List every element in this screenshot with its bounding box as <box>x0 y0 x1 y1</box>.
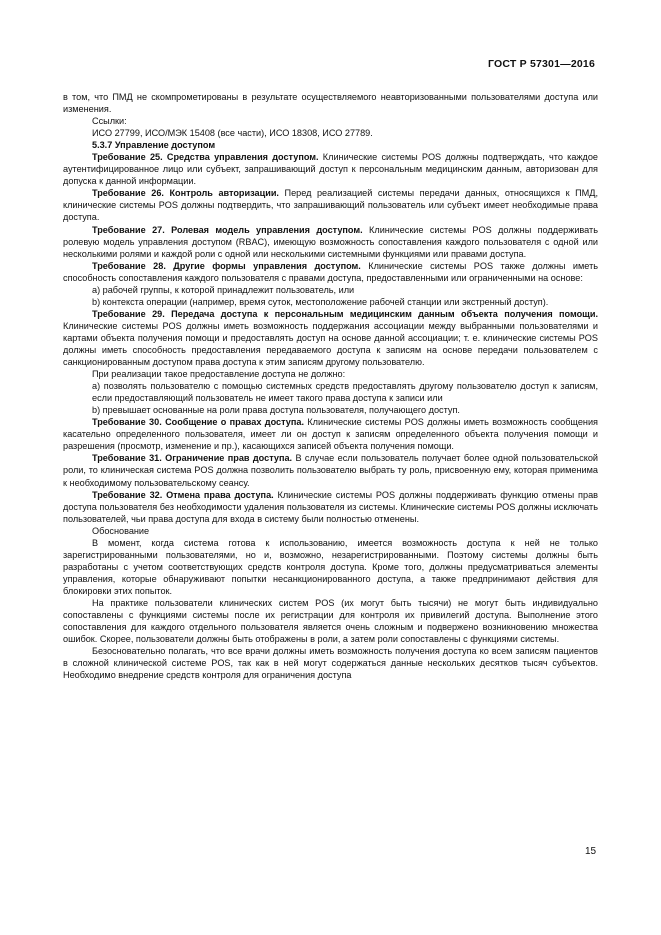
requirement-text: Клинические системы POS должны подтверждать, что каждое аутентифицированное лицо или субъект, запрашивающий доступ к персональным медицинским данным, авторизован для допуска к данной информации. <box>63 152 598 187</box>
requirement-title: Требование 30. Сообщение о правах доступа. <box>92 417 304 428</box>
body-paragraph: Ссылки: <box>92 116 127 127</box>
requirement-paragraph <box>63 416 598 452</box>
document-body <box>63 91 598 681</box>
list-item: b) превышает основанные на роли права доступа пользователя, получающего доступ. <box>92 405 460 416</box>
requirement-text: Клинические системы POS также должны иметь способность сопоставления каждого пользователя с правами доступа, предоставленными или ограниченными на основе: <box>63 260 598 283</box>
standard-header: ГОСТ Р 57301—2016 <box>487 58 595 70</box>
requirement-title: Требование 26. Контроль авторизации. <box>92 188 279 199</box>
list-item: a) рабочей группы, к которой принадлежит пользователь, или <box>92 284 355 295</box>
page-number: 15 <box>585 846 597 857</box>
requirement-title: Требование 32. Отмена права доступа. <box>92 489 274 500</box>
section-heading: 5.3.7 Управление доступом <box>92 140 216 151</box>
requirement-text: Клинические системы POS должны иметь возможность сообщения касательно определенного пользователя, имеет ли он доступ к записям определенного объекта получения помощи и разрешения (просмотр, изменение и пр.), касающихся записей объекта получения помощи. <box>63 417 598 452</box>
requirement-text: Клинические системы POS должны поддерживать ролевую модель управления доступом (RBAC), имеющую возможность сопоставления каждого пользователя с одной или несколькими ролями и каждой роли с одной или несколькими системными функциями или правами доступа. <box>63 224 598 259</box>
body-paragraph: Обоснование <box>92 525 150 536</box>
requirement-paragraph <box>63 452 598 488</box>
requirement-paragraph <box>63 260 598 284</box>
body-paragraph: ИСО 27799, ИСО/МЭК 15408 (все части), ИСО 18308, ИСО 27789. <box>92 128 373 139</box>
body-paragraph: В момент, когда система готова к использованию, имеется возможность доступа к ней не только зарегистрированными пользователями, но и, возможно, незарегистрированными. Поэтому системы должны быть разработаны с учетом соответствующих средств контроля доступа. Кроме того, должны предусматриваться элементы управления, которые обнаруживают попытки несанкционированного доступа, а также предпринимают действия для блокировки этих попыток. <box>63 537 598 596</box>
requirement-text: В случае если пользователь получает более одной пользовательской роли, то клиническая система POS должна позволить пользователю выбрать ту роль, присвоенную ему, которая применима к необходимому пользовательскому сеансу. <box>63 453 598 488</box>
body-paragraph: На практике пользователи клинических систем POS (их могут быть тысячи) не могут быть индивидуально сопоставлены с функциями системы после их регистрации для контроля их привилегий доступа. Выполнение этого сопоставления для каждого отдельного пользователя является очень сложным и подвержено возникновению множества ошибок. Скорее, пользователи должны быть отображены в роли, а затем роли сопоставлены с функциями системы. <box>63 597 598 645</box>
requirement-title: Требование 27. Ролевая модель управления доступом. <box>92 224 363 235</box>
requirement-text: Клинические системы POS должны иметь возможность поддержания ассоциации между выбранными пользователями и картами объекта получения помощи и предоставлять доступ на основе данной ассоциации; т. е. клинические системы POS должны иметь способность предоставления передаваемого доступа к записям на основе передачи пользователем с санкционированным доступом права доступа к этим записям другому пользователю. <box>63 320 598 368</box>
requirement-paragraph <box>63 308 598 368</box>
requirement-paragraph <box>63 151 598 187</box>
requirement-paragraph <box>63 224 598 260</box>
requirement-paragraph <box>63 489 598 525</box>
body-paragraph: Безосновательно полагать, что все врачи должны иметь возможность получения доступа ко всем записям пациентов в сложной клинической системе POS, так как в ней могут содержаться данные нескольких десятков тысяч субъектов. Необходимо внедрение средств контроля для ограничения доступа <box>63 646 598 681</box>
body-paragraph: При реализации такое предоставление доступа не должно: <box>92 369 346 380</box>
body-paragraph: в том, что ПМД не скомпрометированы в результате осуществляемого неавторизованными пользователями доступа или изменения. <box>63 92 598 115</box>
list-item: b) контекста операции (например, время суток, местоположение рабочей станции или экстренный доступ). <box>92 296 549 307</box>
list-item: a) позволять пользователю с помощью системных средств предоставлять другому пользователю доступ к записям, если предоставляющий пользователь не имеет такого права доступа к записи или <box>92 381 598 404</box>
requirement-text: Перед реализацией системы передачи данных, относящихся к ПМД, клинические системы POS должны подтвердить, что запрашивающий пользователь или субъект имеет необходимые права доступа. <box>63 188 598 223</box>
requirement-title: Требование 28. Другие формы управления доступом. <box>92 260 361 271</box>
requirement-title: Требование 29. Передача доступа к персональным медицинским данным объекта получения помощи. <box>92 308 598 319</box>
requirement-text: Клинические системы POS должны поддерживать функцию отмены прав доступа пользователя без необходимости удаления пользователя из системы. Клинические системы POS должны исключать пользователей, чьи права доступа для входа в систему были полностью отменены. <box>63 489 598 524</box>
requirement-title: Требование 31. Ограничение прав доступа. <box>92 453 293 464</box>
requirement-title: Требование 25. Средства управления доступом. <box>92 152 319 163</box>
requirement-paragraph <box>63 187 598 223</box>
